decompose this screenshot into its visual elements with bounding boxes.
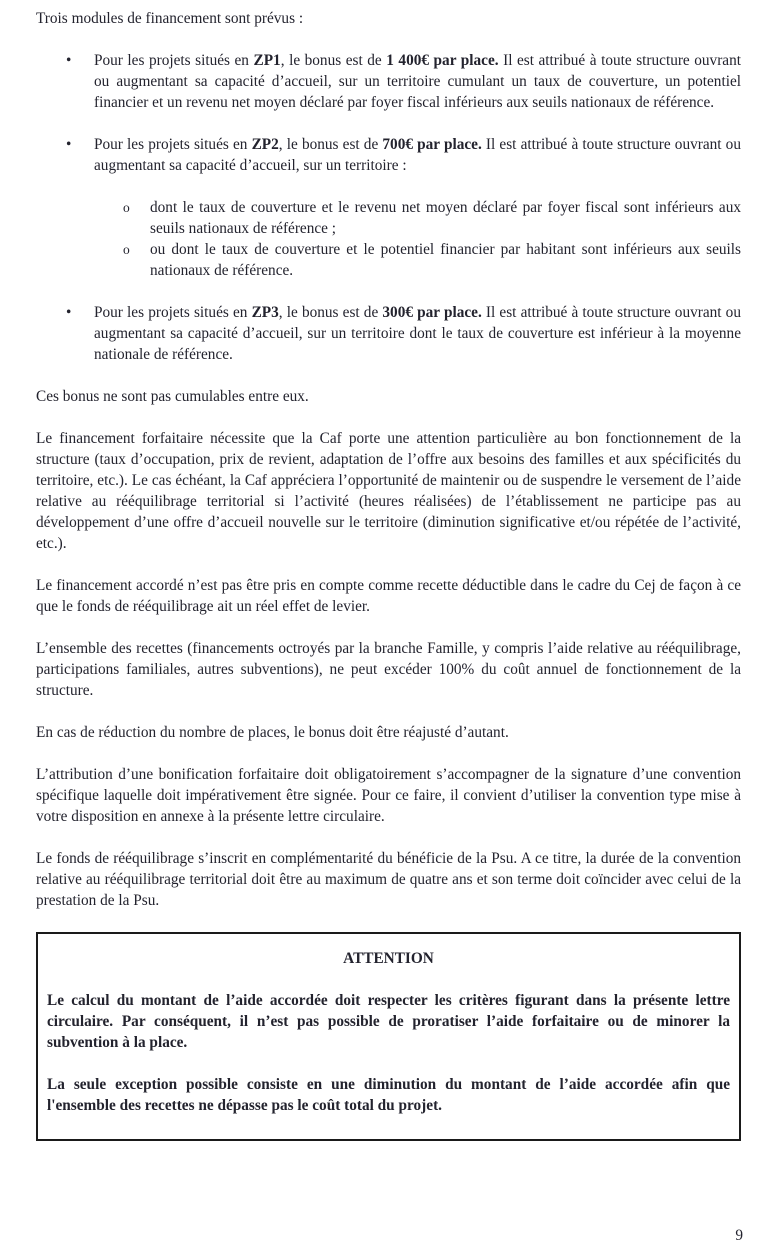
paragraph-convention: L’attribution d’une bonification forfaitaire doit obligatoirement s’accompagner de la signature d’une convention spécifique laquelle doit impérativement être signée. Pour ce faire, il convient d’utiliser la convention type mise à votre disposition en annexe à la présente lettre circulaire. [36,766,741,825]
bullet-text-zp1 [94,50,741,113]
bullet-zp1-mid: , le bonus est de [280,52,387,69]
subbullet-text: dont le taux de couverture et le revenu net moyen déclaré par foyer fiscal sont inférieurs aux seuils nationaux de référence ; [150,199,741,237]
bullet-zp3-amount: 300€ par place. [382,304,482,321]
bullet-icon: • [66,52,72,69]
bullet-icon: • [66,304,72,321]
attention-box [36,932,741,1141]
subbullet-icon: o [123,242,130,257]
bullet-zp1-amount: 1 400€ par place. [386,52,499,69]
bullet-zp1-pre: Pour les projets situés en [94,52,254,69]
bullet-text-zp3 [94,302,741,365]
bullet-zp3-zone: ZP3 [251,304,279,321]
bullet-icon: • [66,136,72,153]
subbullet-item [123,197,741,239]
paragraph-psu: Le fonds de rééquilibrage s’inscrit en complémentarité du bénéficie de la Psu. A ce titre, la durée de la convention relative au rééquilibrage territorial doit être au maximum de quatre ans et son terme doit coïncider avec celui de la prestation de la Psu. [36,850,741,909]
subbullet-icon: o [123,200,130,215]
subbullet-text: ou dont le taux de couverture et le potentiel financier par habitant sont inférieurs aux seuils nationaux de référence. [150,241,741,279]
bullet-item-zp1 [36,50,741,113]
bullet-zp3-rest: Il est attribué à toute structure ouvrant ou augmentant sa capacité d’accueil, sur un territoire dont le taux de couverture est inférieur à la moyenne nationale de référence. [94,304,741,363]
paragraph-ensemble-recettes: L’ensemble des recettes (financements octroyés par la branche Famille, y compris l’aide relative au rééquilibrage, participations familiales, autres subventions), ne peut excéder 100% du coût annuel de fonctionnement de la structure. [36,640,741,699]
bullet-zp3-mid: , le bonus est de [278,304,383,321]
bullet-zp1-zone: ZP1 [253,52,281,69]
paragraph-cumul: Ces bonus ne sont pas cumulables entre eux. [36,388,309,405]
bullet-item-zp2 [36,134,741,176]
bullet-zp1-rest: Il est attribué à toute structure ouvrant ou augmentant sa capacité d’accueil, sur un territoire cumulant un taux de couverture, un potentiel financier et un revenu net moyen déclaré par foyer fiscal inférieurs aux seuils nationaux de référence. [94,52,741,111]
attention-paragraph-1: Le calcul du montant de l’aide accordée doit respecter les critères figurant dans la présente lettre circulaire. Par conséquent, il n’est pas possible de proratiser l’aide forfaitaire ou de minorer la subvention à la place. [47,992,730,1051]
intro-paragraph: Trois modules de financement sont prévus : [36,10,304,27]
paragraph-financement-forfaitaire: Le financement forfaitaire nécessite que la Caf porte une attention particulière au bon fonctionnement de la structure (taux d’occupation, prix de revient, adaptation de l’offre aux besoins des familles et aux spécificités du territoire, etc.). Le cas échéant, la Caf appréciera l’opportunité de maintenir ou de suspendre le versement de l’aide relative au rééquilibrage territorial si l’activité (heures réalisées) de l’établissement ne participe pas au développement d’une offre d’accueil nouvelle sur le territoire (diminution significative et/ou répétée de l’activité, etc.). [36,430,741,552]
attention-title: ATTENTION [343,950,434,967]
page-number: 9 [735,1227,743,1244]
paragraph-reduction-places: En cas de réduction du nombre de places, le bonus doit être réajusté d’autant. [36,724,509,741]
paragraph-recette-deductible: Le financement accordé n’est pas être pris en compte comme recette déductible dans le cadre du Cej de façon à ce que le fonds de rééquilibrage ait un réel effet de levier. [36,577,741,615]
bullet-item-zp3 [36,302,741,365]
subbullet-item [123,239,741,281]
bullet-zp2-amount: 700€ par place. [382,136,482,153]
bullet-zp2-pre: Pour les projets situés en [94,136,252,153]
bullet-zp3-pre: Pour les projets situés en [94,304,252,321]
bullet-zp2-mid: , le bonus est de [278,136,383,153]
bullet-text-zp2 [94,134,741,176]
subbullet-list [36,197,741,281]
bullet-zp2-zone: ZP2 [251,136,279,153]
attention-paragraph-2: La seule exception possible consiste en une diminution du montant de l’aide accordée afin que l'ensemble des recettes ne dépasse pas le coût total du projet. [47,1076,730,1114]
bullet-zp2-rest: Il est attribué à toute structure ouvrant ou augmentant sa capacité d’accueil, sur un territoire : [94,136,741,174]
